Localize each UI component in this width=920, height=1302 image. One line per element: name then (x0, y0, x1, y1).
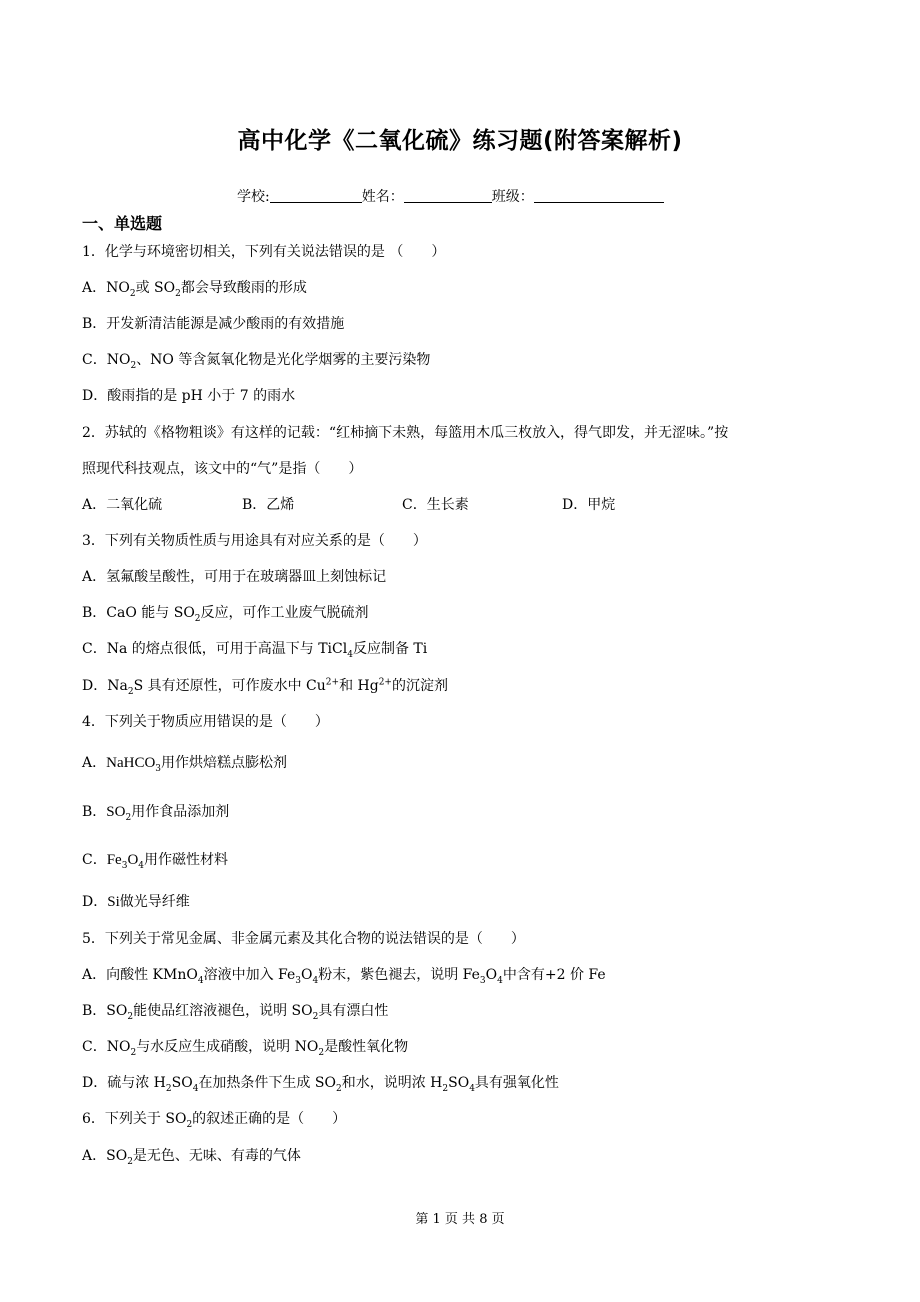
q3-option-a: A．氢氟酸呈酸性，可用于在玻璃器皿上刻蚀标记 (82, 569, 387, 585)
q4-option-c: C．$Fe_3O_4$用作磁性材料 (82, 852, 229, 871)
q2-option-b: B．乙烯 (242, 497, 295, 513)
school-label: 学校: (237, 189, 270, 205)
q5-option-b: B．$SO_2$能使品红溶液褪色，说明 $SO_2$具有漂白性 (82, 1003, 389, 1022)
q5-option-d: D．硫与浓 $H_2SO_4$在加热条件下生成 $SO_2$和水，说明浓 $H_2SO_4$具有强氧化性 (82, 1075, 559, 1094)
name-label: 姓名： (361, 189, 404, 205)
q5-option-a: A．向酸性 KMnO$_4$溶液中加入 $Fe_3O_4$粉末，紫色褪去，说明 $Fe_3O_4$中含有+2 价 Fe (82, 967, 606, 986)
section-heading: 一、单选题 (82, 214, 163, 233)
class-blank (534, 188, 664, 203)
q4-option-b: B．$SO_2$用作食品添加剂 (82, 804, 230, 823)
q5-stem: 5．下列关于常见金属、非金属元素及其化合物的说法错误的是（ ） (82, 931, 525, 947)
q1-stem: 1．化学与环境密切相关，下列有关说法错误的是 （ ） (82, 244, 446, 260)
q2-option-d: D．甲烷 (562, 497, 616, 513)
q3-option-c: C．Na 的熔点很低，可用于高温下与 TiCl$_4$反应制备 Ti (82, 641, 428, 660)
q3-stem: 3．下列有关物质性质与用途具有对应关系的是（ ） (82, 533, 427, 549)
page-footer: 第 1 页 共 8 页 (415, 1212, 505, 1227)
q2-option-a: A．二氧化硫 (82, 497, 163, 513)
class-label: 班级： (491, 189, 534, 205)
q6-option-a: A．$SO_2$是无色、无味、有毒的气体 (82, 1148, 301, 1167)
q6-stem: 6．下列关于 $SO_2$的叙述正确的是（ ） (82, 1111, 347, 1130)
q2-stem-line1: 2．苏轼的《格物粗谈》有这样的记载：“红柿摘下未熟，每篮用木瓜三枚放入，得气即发，并无涩味。”按 (82, 425, 729, 441)
school-blank (270, 188, 362, 203)
q2-option-c: C．生长素 (402, 497, 469, 513)
q5-option-c: C．$NO_2$与水反应生成硝酸，说明 $NO_2$是酸性氧化物 (82, 1039, 409, 1058)
q3-option-b: B．CaO 能与 $SO_2$反应，可作工业废气脱硫剂 (82, 605, 369, 624)
q2-stem-line2: 照现代科技观点，该文中的“气”是指（ ） (82, 461, 363, 477)
q4-option-d: D．Si做光导纤维 (82, 894, 190, 910)
q4-option-a: A．NaHCO$_3$用作烘焙糕点膨松剂 (82, 755, 288, 774)
q1-option-d: D．酸雨指的是 pH 小于 7 的雨水 (82, 388, 296, 404)
name-blank (404, 188, 492, 203)
page-title: 高中化学《二氧化硫》练习题(附答案解析) (237, 128, 683, 154)
q3-option-d: D．$Na_2S$ 具有还原性，可作废水中 $Cu^{2+}$和 $Hg^{2+}$的沉淀剂 (82, 677, 448, 697)
q1-option-b: B．开发新清洁能源是减少酸雨的有效措施 (82, 316, 345, 332)
q1-option-a: A．$NO_2$或 $SO_2$都会导致酸雨的形成 (82, 280, 307, 299)
q4-stem: 4．下列关于物质应用错误的是（ ） (82, 714, 329, 730)
student-info-line (237, 186, 664, 206)
q1-option-c: C．$NO_2$、NO 等含氮氧化物是光化学烟雾的主要污染物 (82, 352, 431, 371)
